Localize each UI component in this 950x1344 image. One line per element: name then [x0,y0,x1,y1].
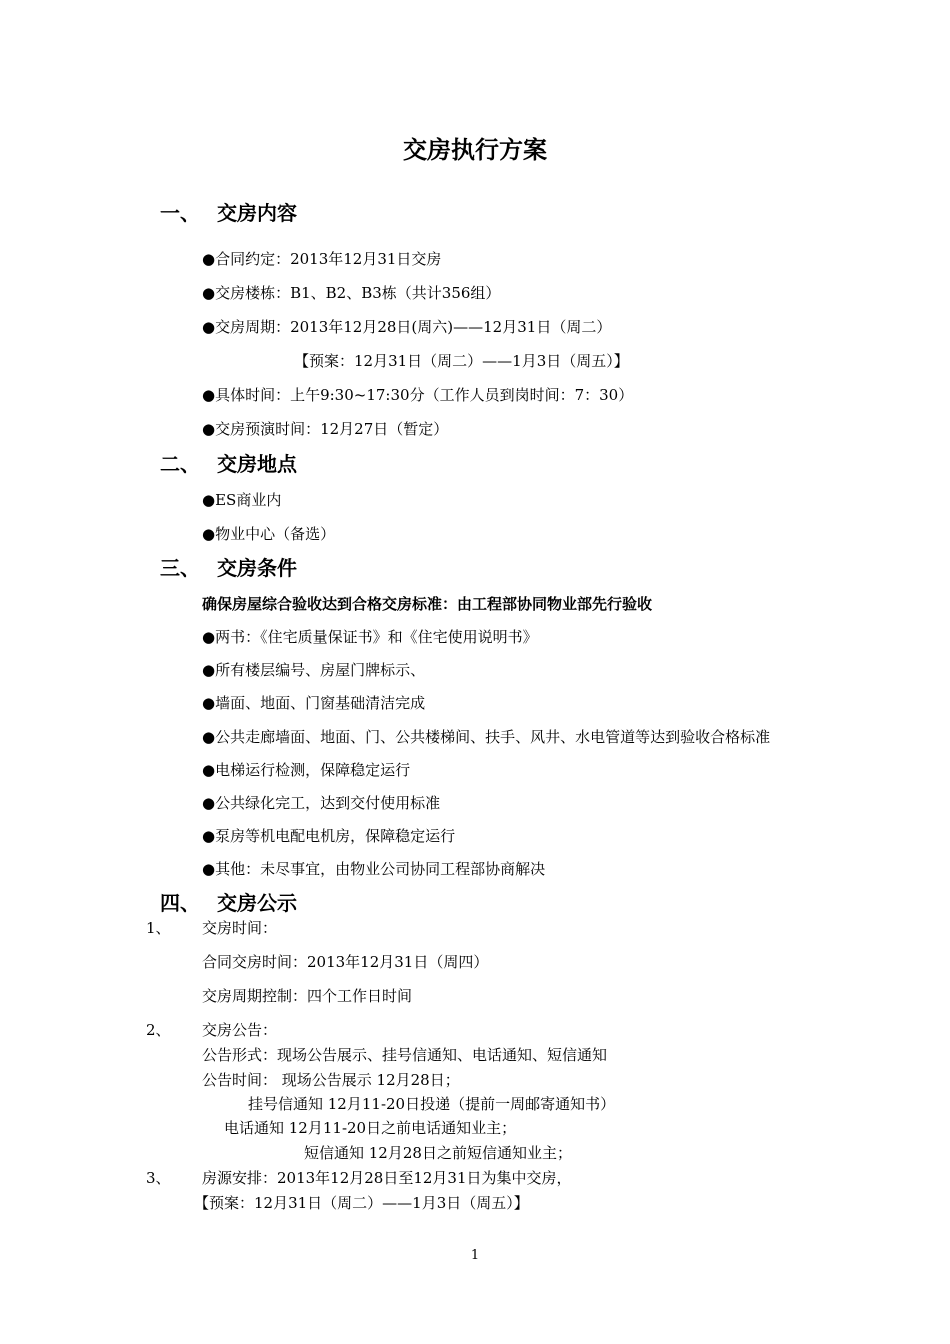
section-3-title: 交房条件 [217,556,297,580]
section-2-heading [160,450,297,478]
section-1-item: ●具体时间：上午9:30~17:30分（工作人员到岗时间：7：30） [202,386,634,404]
section-1-heading [160,199,297,227]
list-line: 公告形式：现场公告展示、挂号信通知、电话通知、短信通知 [202,1046,608,1064]
section-4-number: 四、 [160,891,200,915]
section-3-heading [160,554,297,582]
section-1-title: 交房内容 [217,201,297,225]
section-3-item: ●所有楼层编号、房屋门牌标示、 [202,661,426,679]
list-number: 2、 [146,1021,171,1039]
list-number: 1、 [146,919,171,937]
section-1-item: ●交房预演时间：12月27日（暂定） [202,420,449,438]
list-line: 公告时间： 现场公告展示 12月28日； [202,1071,460,1089]
section-3-item: ●泵房等机电配电机房，保障稳定运行 [202,827,456,845]
page-number: 1 [470,1248,480,1263]
section-3-item: ●墙面、地面、门窗基础清洁完成 [202,694,426,712]
section-3-number: 三、 [160,556,200,580]
section-1-item: ●交房周期：2013年12月28日(周六)——12月31日（周二） [202,318,612,336]
list-line: 挂号信通知 12月11-20日投递（提前一周邮寄通知书） [248,1095,616,1113]
list-label: 房源安排：2013年12月28日至12月31日为集中交房， [202,1169,572,1187]
section-2-item: ●物业中心（备选） [202,525,336,543]
list-label: 交房时间： [202,919,278,937]
section-1-item-contingency: 【预案：12月31日（周二）——1月3日（周五）】 [294,352,629,370]
section-3-item: ●公共绿化完工，达到交付使用标准 [202,794,441,812]
section-3-item: ●电梯运行检测，保障稳定运行 [202,761,411,779]
list-number: 3、 [146,1169,171,1187]
section-3-item: ●公共走廊墙面、地面、门、公共楼梯间、扶手、风井、水电管道等达到验收合格标准 [202,728,771,746]
list-label: 交房公告： [202,1021,278,1039]
section-1-item: ●合同约定：2013年12月31日交房 [202,250,442,268]
list-line: 交房周期控制：四个工作日时间 [202,987,413,1005]
section-3-item: ●两书：《住宅质量保证书》和《住宅使用说明书》 [202,628,538,646]
section-2-title: 交房地点 [217,452,297,476]
list-line: 【预案：12月31日（周二）——1月3日（周五）】 [194,1194,529,1212]
section-3-item: ●其他：未尽事宜，由物业公司协同工程部协商解决 [202,860,546,878]
document-title: 交房执行方案 [403,136,547,164]
section-1-number: 一、 [160,201,200,225]
list-line: 合同交房时间：2013年12月31日（周四） [202,953,489,971]
section-3-subheading: 确保房屋综合验收达到合格交房标准：由工程部协同物业部先行验收 [202,595,653,613]
section-4-title: 交房公示 [217,891,297,915]
section-2-number: 二、 [160,452,200,476]
section-4-heading [160,889,297,917]
list-line: 电话通知 12月11-20日之前电话通知业主； [224,1119,517,1137]
section-1-item: ●交房楼栋：B1、B2、B3栋（共计356组） [202,284,501,302]
section-2-item: ●ES商业内 [202,491,282,509]
list-line: 短信通知 12月28日之前短信通知业主； [304,1144,572,1162]
